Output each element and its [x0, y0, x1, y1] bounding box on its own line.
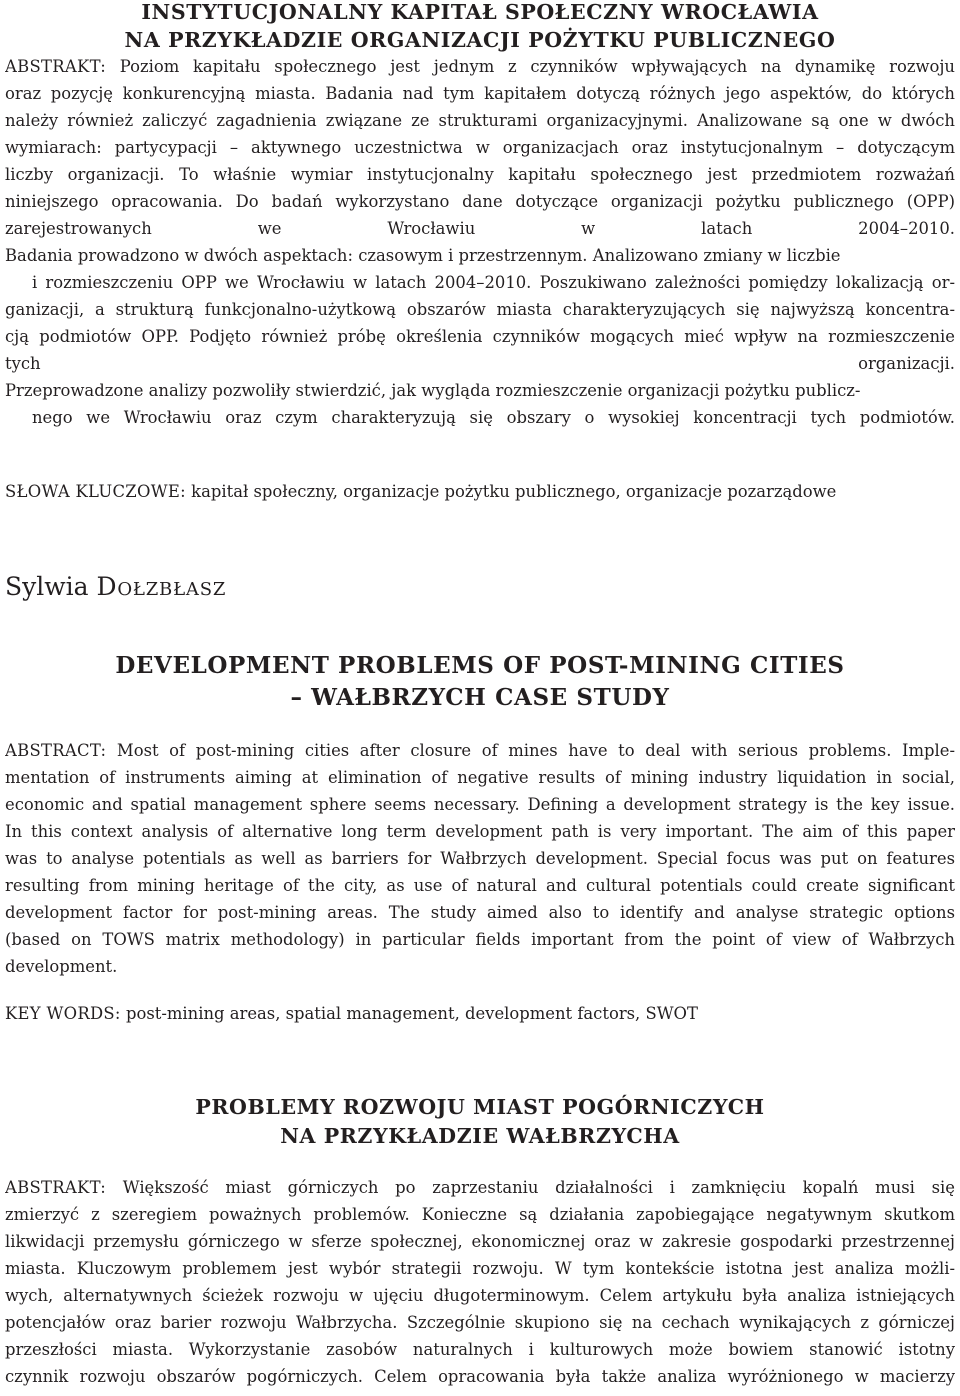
abstract-text: wymiarach: partycypacji – aktywnego uczestnictwa w organizacjach oraz instytucjonalnym – dotyczącym — [5, 138, 955, 157]
abstract-text: i rozmieszczeniu OPP we Wrocławiu w latach 2004–2010. Poszukiwano zależności pomiędzy lokalizacją or- — [32, 273, 955, 292]
abstract-text: przeszłości miasta. Wykorzystanie zasobów naturalnych i kulturowych może bowiem stanowić istotny — [5, 1340, 955, 1359]
abstract-text: Większość miast górniczych po zaprzestaniu działalności i zamknięciu kopalń musi się — [106, 1178, 955, 1197]
abstract-text: likwidacji przemysłu górniczego w sferze społecznej, ekonomicznej oraz w zakresie gospodarki przestrzennej — [5, 1232, 955, 1251]
abstract-line — [5, 350, 955, 378]
abstract-line — [5, 296, 955, 324]
abstract-line — [5, 107, 955, 135]
abstract-text: cją podmiotów OPP. Podjęto również próbę określenia czynników mogących mieć wpływ na rozmieszczenie — [5, 327, 955, 346]
keywords-line — [5, 1000, 955, 1028]
abstract-text: Przeprowadzone analizy pozwoliły stwierdzić, jak wygląda rozmieszczenie organizacji pożytku publicz- — [5, 381, 861, 400]
section-1-title-line-2: NA PRZYKŁADZIE ORGANIZACJI POŻYTKU PUBLICZNEGO — [124, 28, 836, 52]
abstract-line — [5, 1228, 955, 1256]
keywords-text: post-mining areas, spatial management, development factors, SWOT — [120, 1004, 698, 1023]
section-2-title-line-2: – WAŁBRZYCH CASE STUDY — [290, 684, 670, 711]
abstract-text: zmierzyć z szeregiem poważnych problemów. Konieczne są działania zapobiegające negatywnym skutkom — [5, 1205, 955, 1224]
abstract-text: czynnik rozwoju obszarów pogórniczych. Celem opracowania była także analiza wyróżnionego w macierzy — [5, 1367, 955, 1386]
abstract-line — [5, 134, 955, 162]
abstract-line — [5, 899, 955, 927]
abstract-line — [5, 323, 955, 351]
abstract-text: Most of post-mining cities after closure of mines have to deal with serious problems. Imple- — [106, 741, 955, 760]
abstract-line — [5, 1201, 955, 1229]
abstract-label: ABSTRAKT: — [5, 57, 107, 76]
keywords-label: SŁOWA KLUCZOWE: — [5, 482, 186, 501]
abstract-line — [5, 1174, 955, 1202]
abstract-line — [5, 1309, 955, 1337]
abstract-text: Poziom kapitału społecznego jest jednym z czynników wpływających na dynamikę rozwoju — [106, 57, 955, 76]
abstract-text: tych organizacji. — [5, 354, 955, 373]
section-3-title-line-2: NA PRZYKŁADZIE WAŁBRZYCHA — [280, 1124, 680, 1148]
abstract-line — [5, 845, 955, 873]
abstract-line — [5, 953, 955, 981]
section-1-title-line-1: INSTYTUCJONALNY KAPITAŁ SPOŁECZNY WROCŁAWIA — [141, 0, 819, 24]
abstract-text: zarejestrowanych we Wrocławiu w latach 2004–2010. — [5, 219, 955, 238]
author-first-name: Sylwia — [5, 572, 97, 601]
abstract-line — [5, 818, 955, 846]
abstract-line — [5, 737, 955, 765]
abstract-line — [5, 53, 955, 81]
abstract-line — [5, 377, 955, 405]
author-last-name: Dołzbłasz — [96, 572, 227, 601]
abstract-text: niniejszego opracowania. Do badań wykorzystano dane dotyczące organizacji pożytku publicznego (OPP) — [5, 192, 955, 211]
abstract-text: resulting from mining heritage of the city, as use of natural and cultural potentials could create significant — [5, 876, 955, 895]
keywords-text: kapitał społeczny, organizacje pożytku publicznego, organizacje pozarządowe — [185, 482, 837, 501]
abstract-line — [5, 269, 955, 297]
abstract-text: development factor for post-mining areas. The study aimed also to identify and analyse strategic options — [5, 903, 955, 922]
author-name — [5, 572, 226, 601]
abstract-text: należy również zaliczyć zagadnienia związane ze strukturami organizacyjnymi. Analizowane są one w dwóch — [5, 111, 955, 130]
abstract-text: mentation of instruments aiming at elimination of negative results of mining industry liquidation in social, — [5, 768, 955, 787]
abstract-text: nego we Wrocławiu oraz czym charakteryzują się obszary o wysokiej koncentracji tych podmiotów. — [32, 408, 955, 427]
abstract-line — [5, 1336, 955, 1364]
abstract-text: miasta. Kluczowym problemem jest wybór strategii rozwoju. W tym kontekście istotna jest analiza możli- — [5, 1259, 955, 1278]
abstract-text: ganizacji, a strukturą funkcjonalno-użytkową obszarów miasta charakteryzujących się najwyższą koncentra- — [5, 300, 955, 319]
abstract-line — [5, 80, 955, 108]
abstract-line — [5, 1282, 955, 1310]
abstract-text: In this context analysis of alternative long term development path is very important. The aim of this paper — [5, 822, 955, 841]
abstract-text: Badania prowadzono w dwóch aspektach: czasowym i przestrzennym. Analizowano zmiany w liczbie — [5, 246, 841, 265]
abstract-line — [5, 926, 955, 954]
abstract-text: was to analyse potentials as well as barriers for Wałbrzych development. Special focus was put on features — [5, 849, 955, 868]
abstract-line — [5, 1255, 955, 1283]
section-3-title-line-1: PROBLEMY ROZWOJU MIAST POGÓRNICZYCH — [195, 1095, 765, 1119]
abstract-line — [5, 215, 955, 243]
abstract-line — [5, 242, 955, 270]
abstract-label: ABSTRAKT: — [5, 1178, 107, 1197]
abstract-text: potencjałów oraz barier rozwoju Wałbrzycha. Szczególnie skupiono się na cechach wynikających z górniczej — [5, 1313, 955, 1332]
abstract-text: (based on TOWS matrix methodology) in particular fields important from the point of view of Wałbrzych — [5, 930, 955, 949]
abstract-line — [5, 161, 955, 189]
abstract-text: development. — [5, 957, 118, 976]
abstract-text: wych, alternatywnych ścieżek rozwoju w ujęciu długoterminowym. Celem artykułu była analiza istniejących — [5, 1286, 955, 1305]
section-2-title-line-1: DEVELOPMENT PROBLEMS OF POST-MINING CITIES — [115, 652, 845, 679]
abstract-line — [5, 764, 955, 792]
abstract-text: liczby organizacji. To właśnie wymiar instytucjonalny kapitału społecznego jest przedmiotem rozważań — [5, 165, 955, 184]
abstract-text: oraz pozycję konkurencyjną miasta. Badania nad tym kapitałem dotyczą różnych jego aspektów, do których — [5, 84, 955, 103]
abstract-line — [5, 791, 955, 819]
abstract-text: economic and spatial management sphere seems necessary. Defining a development strategy is the key issue. — [5, 795, 955, 814]
abstract-line — [5, 872, 955, 900]
abstract-line — [5, 404, 955, 432]
abstract-line — [5, 188, 955, 216]
keywords-label: KEY WORDS: — [5, 1004, 121, 1023]
abstract-line — [5, 1363, 955, 1391]
abstract-label: ABSTRACT: — [5, 741, 107, 760]
keywords-line — [5, 478, 955, 506]
